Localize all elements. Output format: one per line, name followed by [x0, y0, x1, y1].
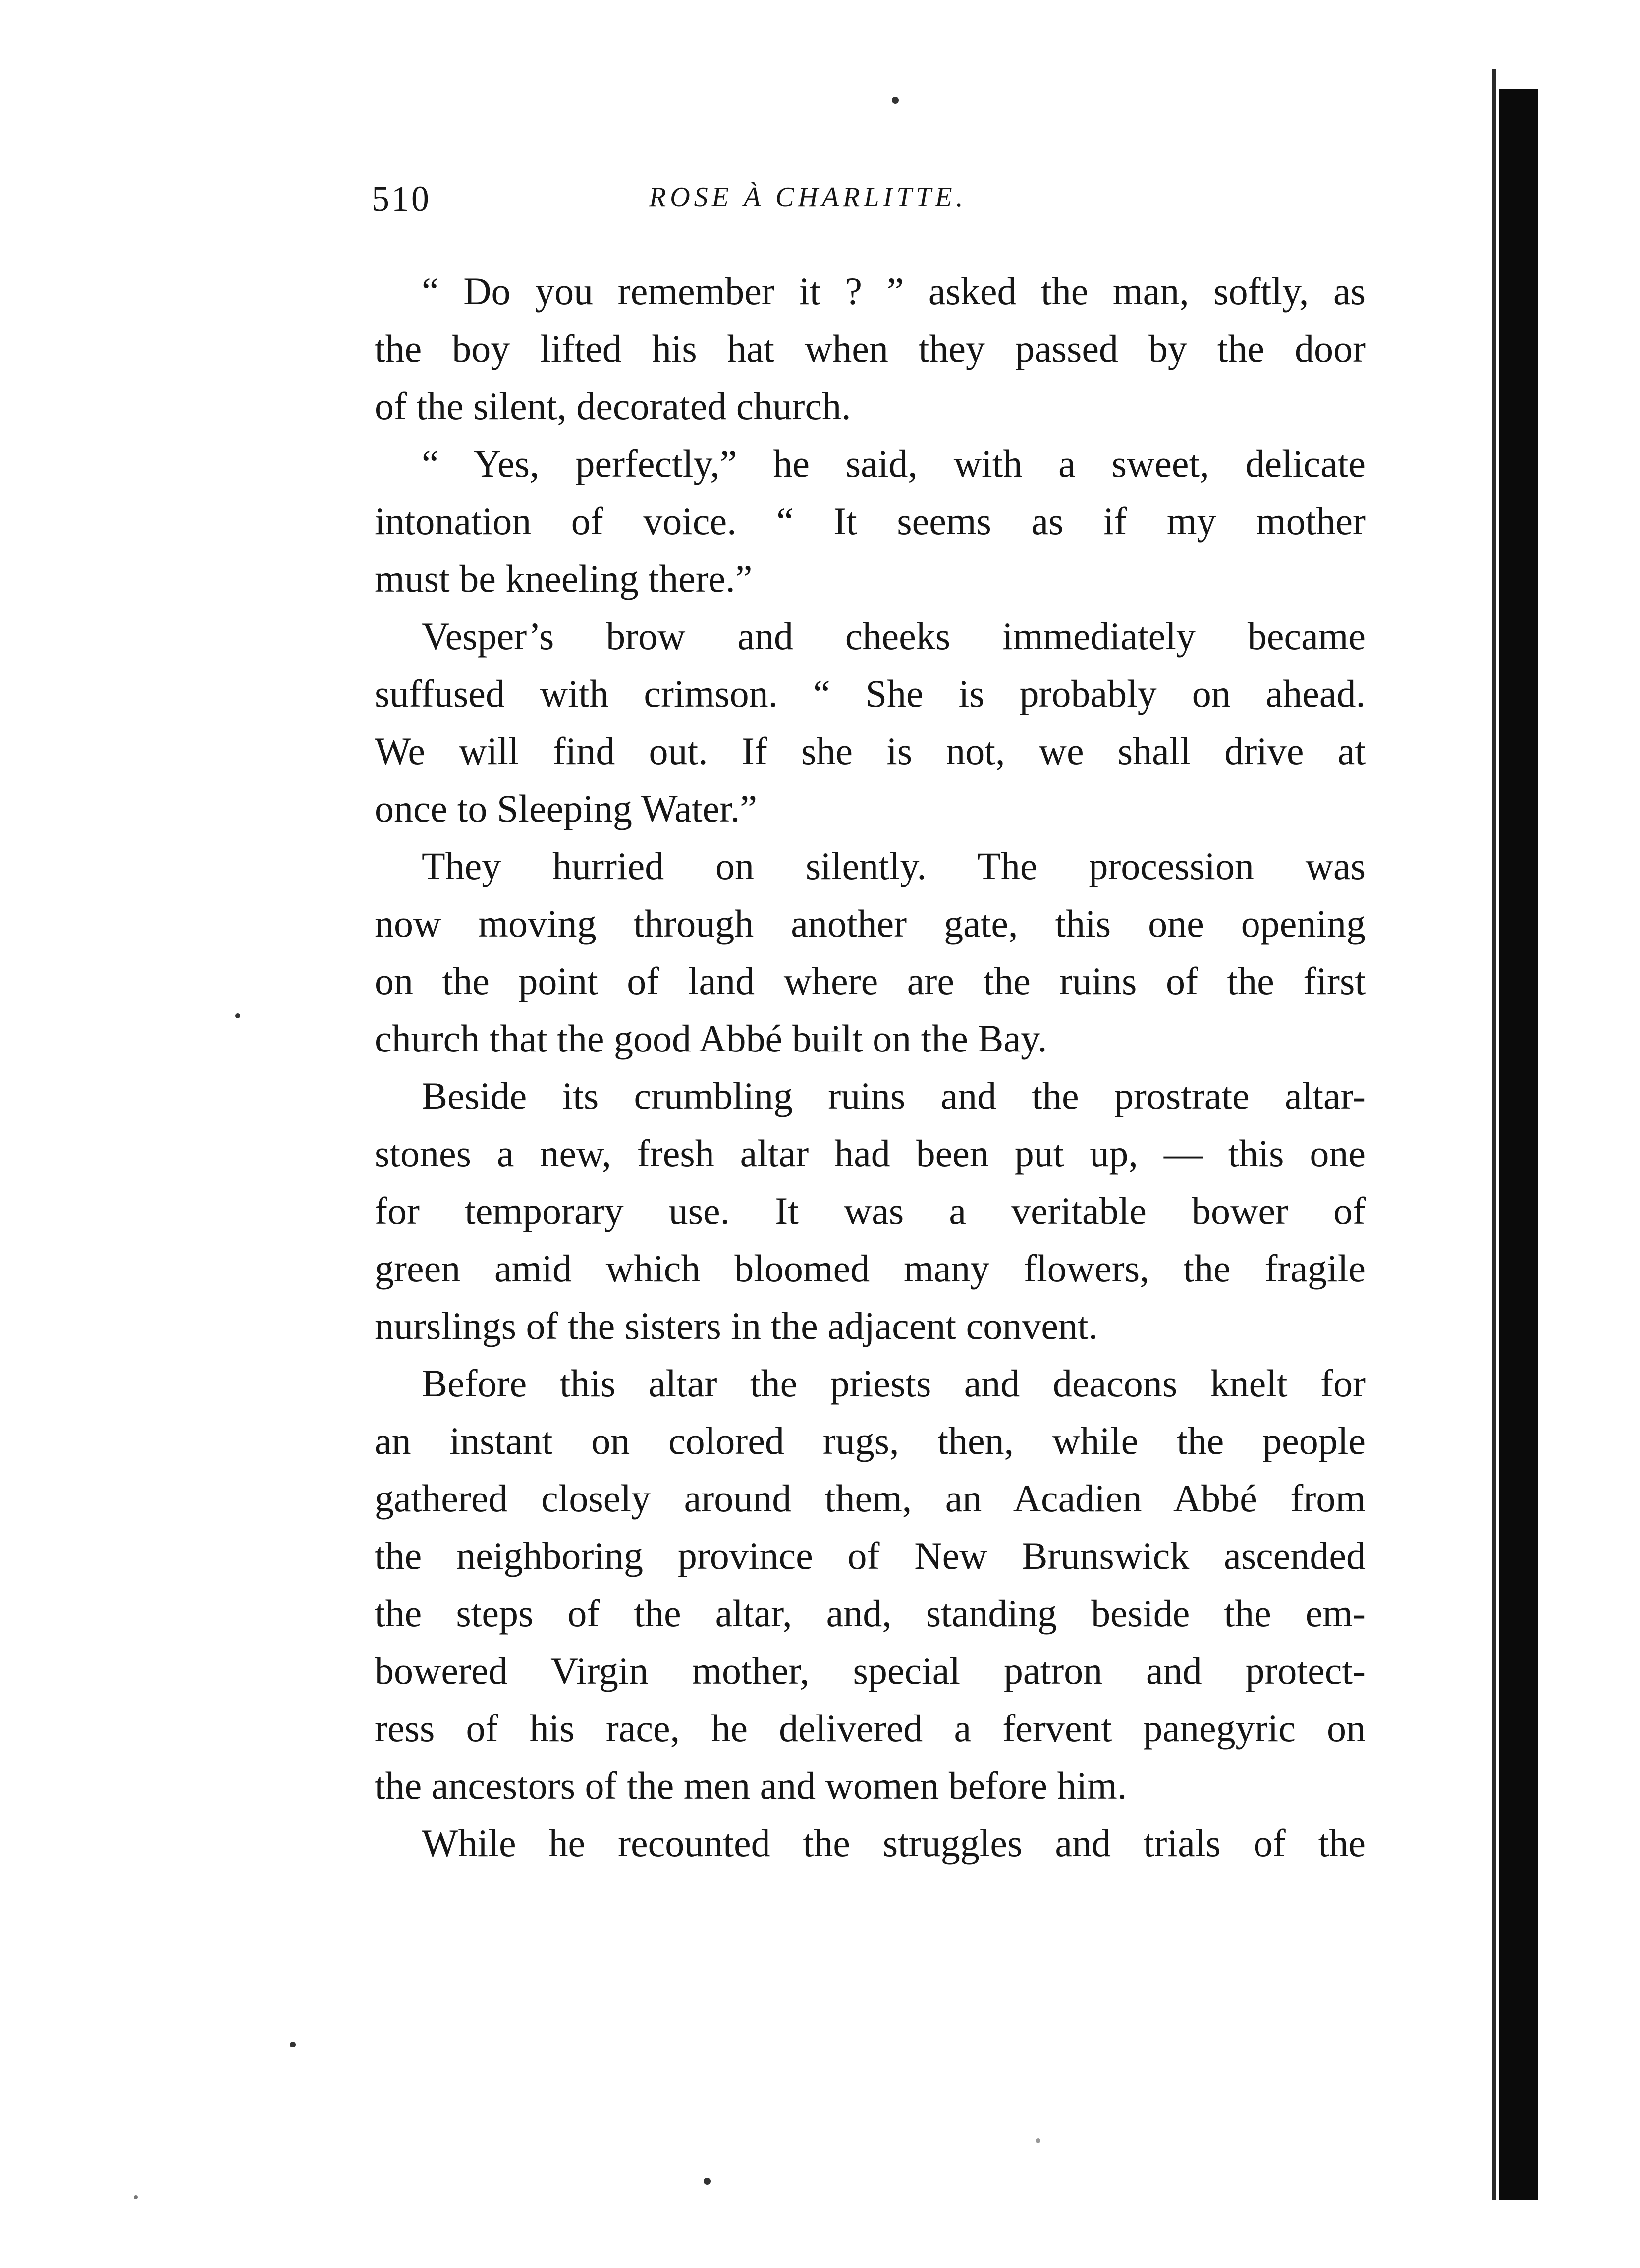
scan-speck: [290, 2042, 296, 2047]
text-line: “ Do you remember it ? ” asked the man, softly, as: [422, 270, 1366, 313]
text-line: the boy lifted his hat when they passed by the door: [375, 327, 1366, 370]
page-edge-binding: [1499, 89, 1538, 2200]
text-line: an instant on colored rugs, then, while the people: [375, 1419, 1366, 1462]
scan-speck: [1036, 2138, 1040, 2143]
text-line: gathered closely around them, an Acadien Abbé from: [375, 1477, 1366, 1520]
page-number: 510: [372, 179, 431, 219]
running-title: ROSE À CHARLITTE.: [649, 182, 967, 213]
body-text: [375, 263, 1366, 1872]
text-line: stones a new, fresh altar had been put up, — this one: [375, 1132, 1366, 1175]
scan-speck: [892, 97, 899, 104]
text-line: Before this altar the priests and deacons knelt for: [422, 1362, 1366, 1405]
text-line: They hurried on silently. The procession was: [422, 844, 1366, 887]
text-line: Vesper’s brow and cheeks immediately became: [422, 614, 1366, 658]
text-line: While he recounted the struggles and trials of the: [422, 1822, 1366, 1865]
text-line: nurslings of the sisters in the adjacent convent.: [375, 1304, 1098, 1347]
text-line: must be kneeling there.”: [375, 557, 753, 600]
text-line: Beside its crumbling ruins and the prostrate altar-: [422, 1074, 1366, 1117]
scan-speck: [235, 1013, 240, 1018]
scan-speck: [704, 2178, 711, 2185]
text-line: We will find out. If she is not, we shall drive at: [375, 729, 1366, 773]
text-line: intonation of voice. “ It seems as if my mother: [375, 499, 1366, 543]
text-line: “ Yes, perfectly,” he said, with a sweet, delicate: [422, 442, 1366, 485]
text-line: ress of his race, he delivered a fervent panegyric on: [375, 1707, 1366, 1750]
text-line: on the point of land where are the ruins of the first: [375, 959, 1366, 1002]
text-line: the neighboring province of New Brunswick ascended: [375, 1534, 1366, 1577]
text-line: suffused with crimson. “ She is probably on ahead.: [375, 672, 1366, 715]
text-line: for temporary use. It was a veritable bower of: [375, 1189, 1366, 1232]
text-line: of the silent, decorated church.: [375, 385, 851, 428]
page-edge-shadow: [1492, 69, 1496, 2200]
text-line: now moving through another gate, this one opening: [375, 902, 1366, 945]
text-line: bowered Virgin mother, special patron and protect-: [375, 1649, 1366, 1692]
text-line: the steps of the altar, and, standing beside the em-: [375, 1592, 1366, 1635]
text-line: green amid which bloomed many flowers, the fragile: [375, 1247, 1366, 1290]
text-line: once to Sleeping Water.”: [375, 787, 758, 830]
text-line: church that the good Abbé built on the Bay.: [375, 1017, 1047, 1060]
text-line: the ancestors of the men and women before him.: [375, 1764, 1127, 1807]
scan-speck: [134, 2195, 138, 2199]
page-header: [372, 178, 1412, 233]
